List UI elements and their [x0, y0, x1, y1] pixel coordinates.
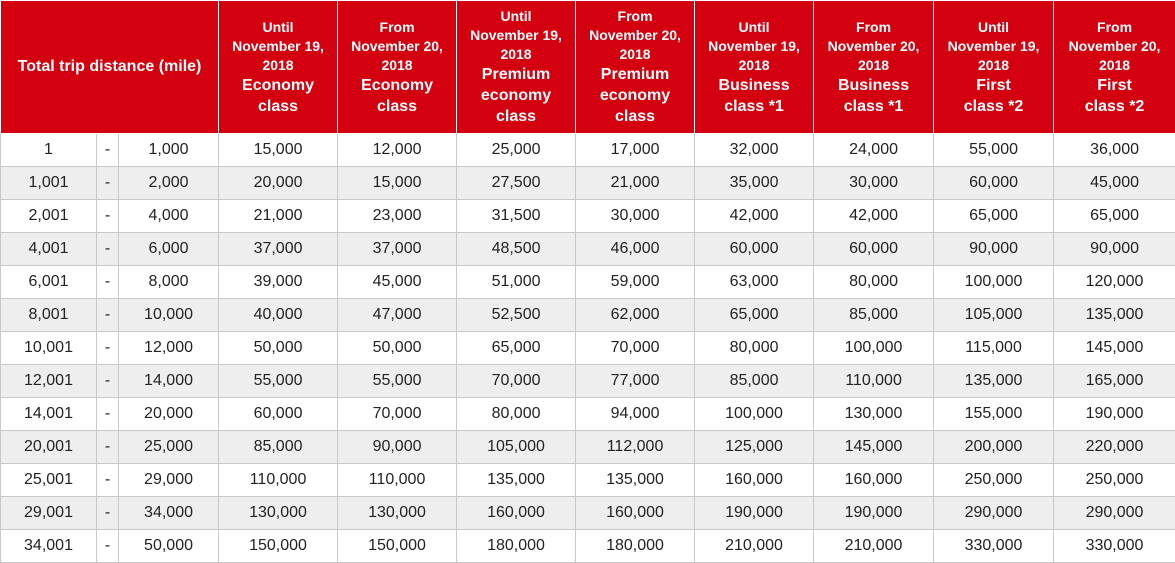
- table-row: [1, 464, 1175, 497]
- distance-to: 25,000: [119, 431, 219, 464]
- miles-premium-from: 59,000: [576, 266, 695, 299]
- header-period: Until: [938, 18, 1049, 37]
- miles-first-from: 45,000: [1054, 167, 1175, 200]
- distance-to: 10,000: [119, 299, 219, 332]
- distance-from: 12,001: [1, 365, 97, 398]
- miles-economy-until: 150,000: [219, 530, 338, 563]
- miles-business-from: 80,000: [814, 266, 934, 299]
- miles-first-until: 200,000: [934, 431, 1054, 464]
- miles-business-until: 80,000: [695, 332, 814, 365]
- miles-business-until: 125,000: [695, 431, 814, 464]
- distance-from: 6,001: [1, 266, 97, 299]
- miles-first-from: 145,000: [1054, 332, 1175, 365]
- header-year: 2018: [818, 56, 929, 75]
- miles-premium-from: 160,000: [576, 497, 695, 530]
- miles-first-until: 155,000: [934, 398, 1054, 431]
- miles-first-from: 165,000: [1054, 365, 1175, 398]
- header-class-2: class *1: [818, 96, 929, 117]
- miles-first-from: 135,000: [1054, 299, 1175, 332]
- distance-from: 8,001: [1, 299, 97, 332]
- distance-from: 14,001: [1, 398, 97, 431]
- miles-economy-from: 45,000: [338, 266, 457, 299]
- miles-economy-from: 23,000: [338, 200, 457, 233]
- miles-business-from: 42,000: [814, 200, 934, 233]
- miles-first-until: 100,000: [934, 266, 1054, 299]
- header-date: November 19,: [461, 26, 571, 45]
- header-date: November 19,: [938, 37, 1049, 56]
- header-class: First: [1058, 75, 1171, 96]
- miles-first-from: 120,000: [1054, 266, 1175, 299]
- miles-first-until: 60,000: [934, 167, 1054, 200]
- miles-business-until: 100,000: [695, 398, 814, 431]
- miles-economy-from: 50,000: [338, 332, 457, 365]
- header-col-3: [457, 1, 576, 134]
- table-row: [1, 398, 1175, 431]
- miles-business-until: 65,000: [695, 299, 814, 332]
- header-col-1: [219, 1, 338, 134]
- header-year: 2018: [461, 45, 571, 64]
- miles-business-from: 130,000: [814, 398, 934, 431]
- miles-economy-until: 130,000: [219, 497, 338, 530]
- distance-separator: -: [97, 200, 119, 233]
- miles-business-until: 63,000: [695, 266, 814, 299]
- header-class-2: class: [342, 96, 452, 117]
- distance-separator: -: [97, 530, 119, 563]
- header-year: 2018: [342, 56, 452, 75]
- header-col-7: [934, 1, 1054, 134]
- header-distance: Total trip distance (mile): [1, 1, 219, 134]
- miles-first-until: 65,000: [934, 200, 1054, 233]
- header-class: Economy: [342, 75, 452, 96]
- miles-business-until: 32,000: [695, 134, 814, 167]
- miles-business-until: 190,000: [695, 497, 814, 530]
- miles-premium-until: 27,500: [457, 167, 576, 200]
- miles-first-until: 105,000: [934, 299, 1054, 332]
- miles-economy-until: 85,000: [219, 431, 338, 464]
- miles-premium-until: 31,500: [457, 200, 576, 233]
- header-class: First: [938, 75, 1049, 96]
- distance-to: 50,000: [119, 530, 219, 563]
- miles-business-until: 42,000: [695, 200, 814, 233]
- miles-economy-until: 55,000: [219, 365, 338, 398]
- miles-first-until: 90,000: [934, 233, 1054, 266]
- miles-business-from: 190,000: [814, 497, 934, 530]
- distance-from: 4,001: [1, 233, 97, 266]
- miles-premium-from: 135,000: [576, 464, 695, 497]
- distance-from: 1,001: [1, 167, 97, 200]
- miles-premium-from: 17,000: [576, 134, 695, 167]
- header-date: November 20,: [1058, 37, 1171, 56]
- distance-separator: -: [97, 299, 119, 332]
- miles-premium-until: 25,000: [457, 134, 576, 167]
- distance-to: 6,000: [119, 233, 219, 266]
- distance-separator: -: [97, 134, 119, 167]
- miles-business-from: 85,000: [814, 299, 934, 332]
- header-year: 2018: [699, 56, 809, 75]
- miles-premium-until: 65,000: [457, 332, 576, 365]
- header-class-3: class: [461, 106, 571, 127]
- miles-first-from: 290,000: [1054, 497, 1175, 530]
- distance-to: 14,000: [119, 365, 219, 398]
- table-row: [1, 497, 1175, 530]
- distance-from: 29,001: [1, 497, 97, 530]
- distance-separator: -: [97, 332, 119, 365]
- miles-economy-from: 12,000: [338, 134, 457, 167]
- miles-first-from: 250,000: [1054, 464, 1175, 497]
- miles-premium-from: 112,000: [576, 431, 695, 464]
- distance-to: 4,000: [119, 200, 219, 233]
- miles-premium-from: 30,000: [576, 200, 695, 233]
- header-year: 2018: [938, 56, 1049, 75]
- header-year: 2018: [223, 56, 333, 75]
- header-col-8: [1054, 1, 1175, 134]
- miles-premium-until: 80,000: [457, 398, 576, 431]
- header-col-6: [814, 1, 934, 134]
- distance-to: 29,000: [119, 464, 219, 497]
- distance-from: 1: [1, 134, 97, 167]
- miles-premium-until: 160,000: [457, 497, 576, 530]
- miles-first-from: 90,000: [1054, 233, 1175, 266]
- distance-to: 20,000: [119, 398, 219, 431]
- miles-premium-until: 105,000: [457, 431, 576, 464]
- header-class-2: economy: [461, 85, 571, 106]
- distance-separator: -: [97, 233, 119, 266]
- miles-business-from: 24,000: [814, 134, 934, 167]
- miles-first-until: 330,000: [934, 530, 1054, 563]
- miles-economy-from: 37,000: [338, 233, 457, 266]
- header-class-2: class *1: [699, 96, 809, 117]
- miles-economy-until: 15,000: [219, 134, 338, 167]
- distance-to: 1,000: [119, 134, 219, 167]
- header-year: 2018: [1058, 56, 1171, 75]
- header-date: November 20,: [342, 37, 452, 56]
- table-row: [1, 167, 1175, 200]
- table-header: [1, 1, 1175, 134]
- miles-first-until: 290,000: [934, 497, 1054, 530]
- miles-premium-from: 94,000: [576, 398, 695, 431]
- table-body: [1, 134, 1175, 563]
- miles-first-from: 220,000: [1054, 431, 1175, 464]
- miles-economy-until: 39,000: [219, 266, 338, 299]
- table-row: [1, 200, 1175, 233]
- table-row: [1, 365, 1175, 398]
- miles-first-until: 135,000: [934, 365, 1054, 398]
- header-period: Until: [699, 18, 809, 37]
- header-class: Premium: [580, 64, 690, 85]
- header-class-2: class *2: [938, 96, 1049, 117]
- table-row: [1, 530, 1175, 563]
- miles-business-from: 145,000: [814, 431, 934, 464]
- miles-first-until: 115,000: [934, 332, 1054, 365]
- miles-business-until: 35,000: [695, 167, 814, 200]
- miles-economy-until: 60,000: [219, 398, 338, 431]
- header-year: 2018: [580, 45, 690, 64]
- table-row: [1, 299, 1175, 332]
- distance-from: 34,001: [1, 530, 97, 563]
- distance-separator: -: [97, 398, 119, 431]
- header-period: Until: [223, 18, 333, 37]
- header-row: [1, 1, 1175, 134]
- header-col-2: [338, 1, 457, 134]
- miles-premium-from: 62,000: [576, 299, 695, 332]
- header-class: Premium: [461, 64, 571, 85]
- miles-premium-until: 51,000: [457, 266, 576, 299]
- miles-economy-from: 70,000: [338, 398, 457, 431]
- miles-business-until: 85,000: [695, 365, 814, 398]
- miles-business-from: 100,000: [814, 332, 934, 365]
- header-class: Business: [818, 75, 929, 96]
- miles-business-from: 60,000: [814, 233, 934, 266]
- miles-business-from: 30,000: [814, 167, 934, 200]
- miles-first-from: 36,000: [1054, 134, 1175, 167]
- miles-premium-until: 52,500: [457, 299, 576, 332]
- miles-economy-until: 37,000: [219, 233, 338, 266]
- miles-business-until: 60,000: [695, 233, 814, 266]
- header-col-5: [695, 1, 814, 134]
- header-class-2: economy: [580, 85, 690, 106]
- miles-premium-until: 135,000: [457, 464, 576, 497]
- miles-premium-until: 180,000: [457, 530, 576, 563]
- miles-premium-until: 48,500: [457, 233, 576, 266]
- table-row: [1, 266, 1175, 299]
- header-col-4: [576, 1, 695, 134]
- table-row: [1, 134, 1175, 167]
- header-date: November 19,: [699, 37, 809, 56]
- distance-to: 8,000: [119, 266, 219, 299]
- distance-from: 2,001: [1, 200, 97, 233]
- miles-first-until: 55,000: [934, 134, 1054, 167]
- distance-separator: -: [97, 464, 119, 497]
- miles-economy-from: 110,000: [338, 464, 457, 497]
- miles-economy-until: 20,000: [219, 167, 338, 200]
- miles-economy-until: 50,000: [219, 332, 338, 365]
- header-period: From: [818, 18, 929, 37]
- header-period: From: [580, 7, 690, 26]
- distance-separator: -: [97, 365, 119, 398]
- miles-premium-from: 46,000: [576, 233, 695, 266]
- miles-premium-until: 70,000: [457, 365, 576, 398]
- header-class: Business: [699, 75, 809, 96]
- miles-business-from: 210,000: [814, 530, 934, 563]
- distance-separator: -: [97, 431, 119, 464]
- miles-premium-from: 180,000: [576, 530, 695, 563]
- header-class-2: class: [223, 96, 333, 117]
- distance-separator: -: [97, 167, 119, 200]
- distance-to: 34,000: [119, 497, 219, 530]
- distance-from: 20,001: [1, 431, 97, 464]
- miles-premium-from: 70,000: [576, 332, 695, 365]
- miles-first-from: 190,000: [1054, 398, 1175, 431]
- miles-business-from: 160,000: [814, 464, 934, 497]
- miles-economy-from: 47,000: [338, 299, 457, 332]
- miles-economy-from: 90,000: [338, 431, 457, 464]
- miles-economy-until: 110,000: [219, 464, 338, 497]
- distance-to: 12,000: [119, 332, 219, 365]
- miles-premium-from: 21,000: [576, 167, 695, 200]
- miles-economy-from: 150,000: [338, 530, 457, 563]
- header-period: From: [342, 18, 452, 37]
- distance-separator: -: [97, 497, 119, 530]
- miles-economy-from: 55,000: [338, 365, 457, 398]
- miles-first-until: 250,000: [934, 464, 1054, 497]
- miles-economy-from: 15,000: [338, 167, 457, 200]
- table-row: [1, 431, 1175, 464]
- miles-business-from: 110,000: [814, 365, 934, 398]
- miles-economy-until: 21,000: [219, 200, 338, 233]
- table-row: [1, 233, 1175, 266]
- miles-business-until: 210,000: [695, 530, 814, 563]
- header-date: November 20,: [580, 26, 690, 45]
- header-period: Until: [461, 7, 571, 26]
- distance-to: 2,000: [119, 167, 219, 200]
- distance-from: 10,001: [1, 332, 97, 365]
- header-class-3: class: [580, 106, 690, 127]
- miles-economy-from: 130,000: [338, 497, 457, 530]
- distance-from: 25,001: [1, 464, 97, 497]
- header-date: November 20,: [818, 37, 929, 56]
- miles-business-until: 160,000: [695, 464, 814, 497]
- header-date: November 19,: [223, 37, 333, 56]
- header-class: Economy: [223, 75, 333, 96]
- header-class-2: class *2: [1058, 96, 1171, 117]
- miles-first-from: 65,000: [1054, 200, 1175, 233]
- miles-economy-until: 40,000: [219, 299, 338, 332]
- distance-separator: -: [97, 266, 119, 299]
- miles-first-from: 330,000: [1054, 530, 1175, 563]
- header-period: From: [1058, 18, 1171, 37]
- table-row: [1, 332, 1175, 365]
- miles-premium-from: 77,000: [576, 365, 695, 398]
